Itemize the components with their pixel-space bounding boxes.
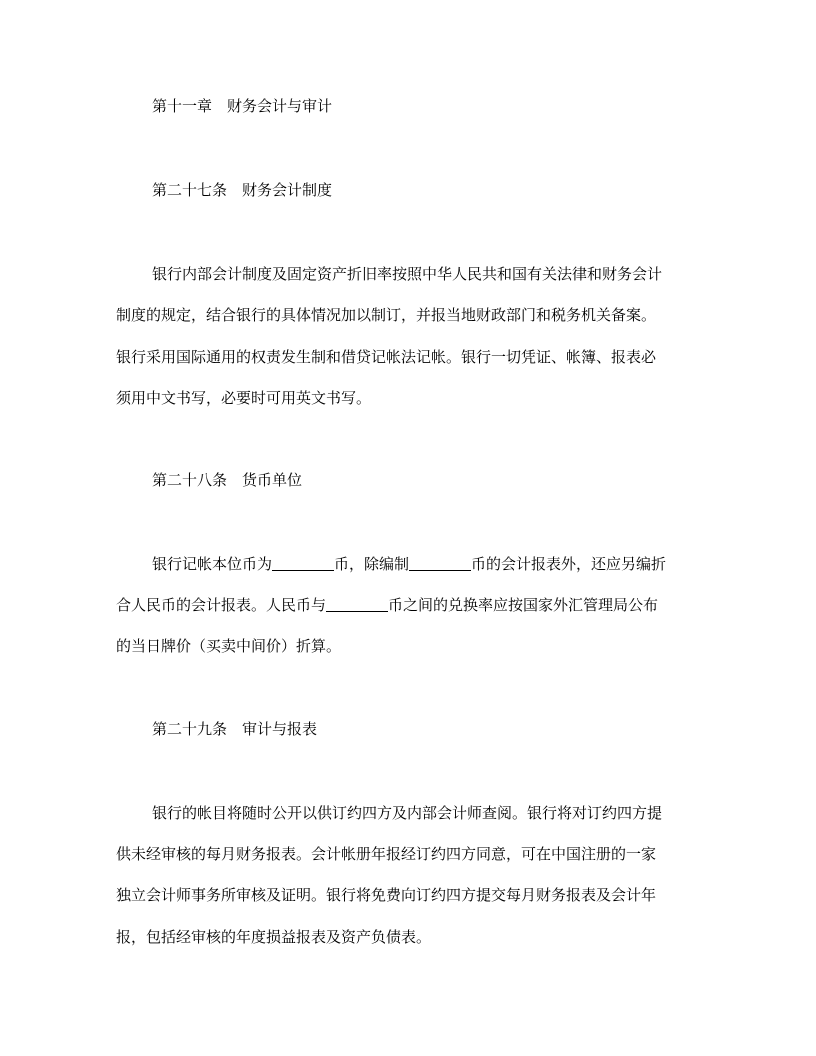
chapter-heading (0, 96, 816, 116)
article-29-paragraph-line: 独立会计师事务所审核及证明。银行将免费向订约四方提交每月财务报表及会计年 (116, 886, 657, 904)
article-28-title: 货币单位 (242, 471, 303, 489)
article-28-paragraph-line: 合人民币的会计报表。人民币与 币之间的兑换率应按国家外汇管理局公布 (116, 596, 659, 614)
article-28-heading (0, 470, 816, 490)
article-29-paragraph-line: 供未经审核的每月财务报表。会计帐册年报经订约四方同意，可在中国注册的一家 (116, 845, 657, 863)
article-27-title: 财务会计制度 (242, 181, 333, 199)
article-28-number: 第二十八条 (152, 471, 228, 489)
article-29-paragraph-line: 银行的帐目将随时公开以供订约四方及内部会计师查阅。银行将对订约四方提 (152, 804, 663, 822)
article-29-title: 审计与报表 (242, 720, 318, 738)
currency-blank-field[interactable] (409, 555, 471, 571)
article-27-number: 第二十七条 (152, 181, 228, 199)
chapter-title: 财务会计与审计 (227, 97, 333, 115)
article-28-paragraph-line: 的当日牌价（买卖中间价）折算。 (116, 637, 342, 655)
currency-blank-field[interactable] (272, 555, 334, 571)
article-27-paragraph-line: 银行内部会计制度及固定资产折旧率按照中华人民共和国有关法律和财务会计 (152, 265, 663, 283)
article-29-paragraph-line: 报，包括经审核的年度损益报表及资产负债表。 (116, 928, 432, 946)
article-27-paragraph-line: 制度的规定，结合银行的具体情况加以制订，并报当地财政部门和税务机关备案。 (116, 306, 657, 324)
article-27-paragraph-line: 须用中文书写，必要时可用英文书写。 (116, 389, 372, 407)
article-27-heading (0, 180, 816, 200)
article-28-paragraph-line: 银行记帐本位币为 币，除编制 币的会计报表外，还应另编折 (152, 555, 667, 573)
article-29-heading (0, 719, 816, 739)
chapter-number: 第十一章 (152, 97, 213, 115)
article-27-paragraph-line: 银行采用国际通用的权责发生制和借贷记帐法记帐。银行一切凭证、帐簿、报表必 (116, 348, 657, 366)
currency-blank-field[interactable] (326, 596, 388, 612)
article-29-number: 第二十九条 (152, 720, 228, 738)
